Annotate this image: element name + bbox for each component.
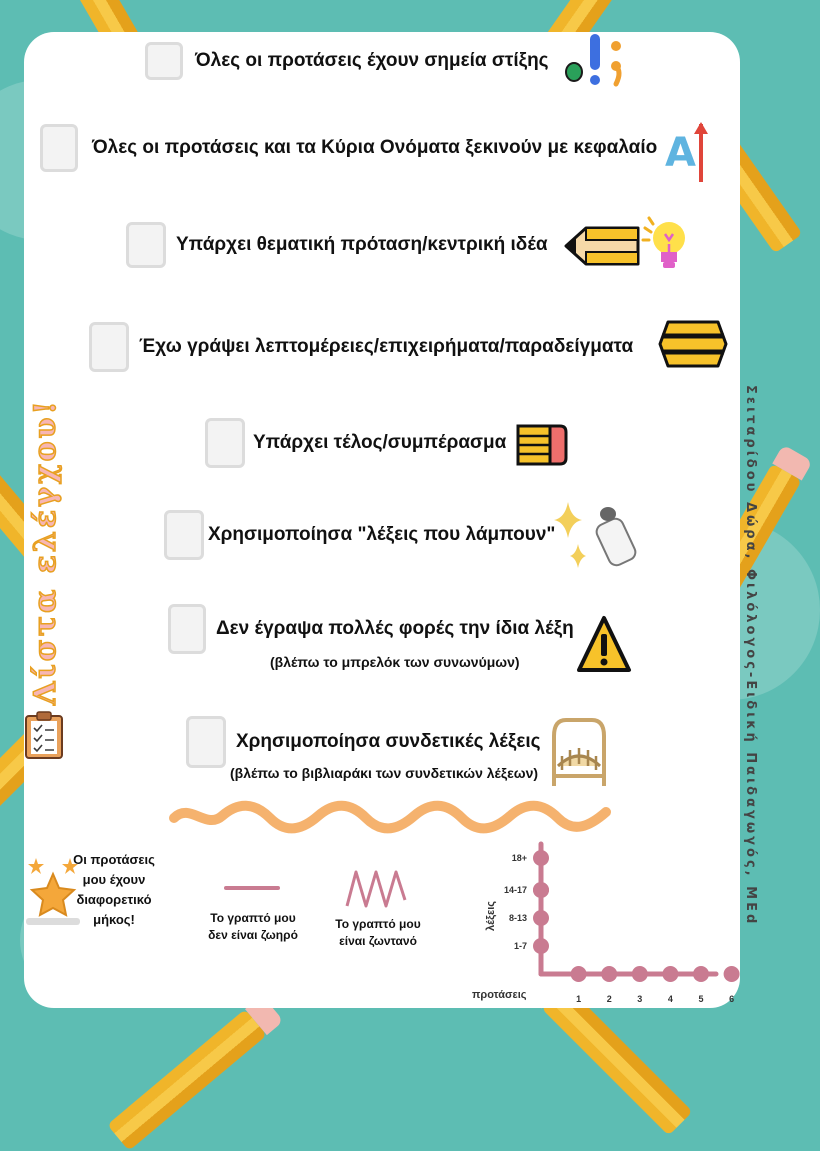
author-credit: Σειταρίδου Δώρα, Φιλόλογος-Ειδική Παιδαγωγός, MEd bbox=[743, 385, 758, 927]
item-label: Χρησιμοποίησα συνδετικές λέξεις bbox=[236, 731, 541, 752]
warning-icon bbox=[576, 614, 632, 676]
data-point bbox=[571, 966, 587, 982]
y-axis-title: λέξεις bbox=[485, 901, 497, 931]
checklist-item-details bbox=[89, 322, 633, 372]
lightbulb-icon bbox=[641, 214, 693, 278]
capital-letter-icon bbox=[663, 120, 711, 190]
item-label: Χρησιμοποίησα "λέξεις που λάμπουν" bbox=[208, 524, 556, 545]
y-axis-marker bbox=[533, 938, 549, 954]
checkbox[interactable] bbox=[164, 510, 204, 560]
checkbox[interactable] bbox=[168, 604, 206, 654]
bg-pencil bbox=[107, 1009, 267, 1151]
data-point bbox=[693, 966, 709, 982]
clipboard-icon bbox=[22, 710, 68, 762]
item-label: Υπάρχει θεματική πρόταση/κεντρική ιδέα bbox=[176, 234, 548, 255]
zigzag-line-icon bbox=[344, 866, 408, 912]
legend-lively: Το γραπτό μου είναι ζωντανό bbox=[335, 917, 421, 949]
x-tick-label: 3 bbox=[637, 994, 643, 1004]
capital-letter: A bbox=[665, 130, 696, 176]
item-label: Υπάρχει τέλος/συμπέρασμα bbox=[253, 432, 507, 453]
data-point bbox=[662, 966, 678, 982]
y-axis-marker bbox=[533, 882, 549, 898]
item-note: (βλέπω το βιβλιαράκι των συνδετικών λέξεων) bbox=[230, 765, 539, 781]
sparkles-salt-icon bbox=[554, 498, 640, 576]
checklist-item-topic-sentence bbox=[126, 222, 548, 268]
y-tick-label: 14-17 bbox=[503, 885, 527, 895]
eraser-icon bbox=[514, 420, 568, 470]
flat-line-icon bbox=[224, 880, 280, 894]
pencil-tip-icon bbox=[564, 222, 640, 270]
data-point bbox=[632, 966, 648, 982]
item-label: Όλες οι προτάσεις έχουν σημεία στίξης bbox=[195, 50, 549, 71]
x-axis-title: προτάσεις bbox=[472, 989, 527, 1001]
pencil-body-icon bbox=[658, 318, 728, 370]
x-tick-label: 4 bbox=[667, 994, 673, 1004]
x-tick-label: 1 bbox=[576, 994, 582, 1004]
checkbox[interactable] bbox=[205, 418, 245, 468]
item-label: Όλες οι προτάσεις και τα Κύρια Ονόματα ξεκινούν με κεφαλαίο bbox=[92, 137, 658, 158]
checkbox[interactable] bbox=[145, 42, 183, 80]
y-tick-label: 8-13 bbox=[508, 913, 527, 923]
y-tick-label: 18+ bbox=[511, 853, 527, 863]
checklist-item-repetition bbox=[168, 604, 574, 654]
legend-not-lively: Το γραπτό μου δεν είναι ζωηρό bbox=[208, 911, 298, 943]
legend-varied-length: Οι προτάσεις μου έχουν διαφορετικό μήκος! bbox=[73, 852, 155, 928]
bridge-icon bbox=[548, 716, 610, 788]
punctuation-icon bbox=[562, 30, 626, 90]
item-label: Δεν έγραψα πολλές φορές την ίδια λέξη bbox=[216, 618, 574, 639]
sentence-length-chart bbox=[466, 828, 735, 1008]
checkbox[interactable] bbox=[186, 716, 226, 768]
data-point bbox=[601, 966, 617, 982]
x-tick-label: 5 bbox=[698, 994, 704, 1004]
checkbox[interactable] bbox=[40, 124, 78, 172]
checklist-item-connectives bbox=[186, 716, 541, 768]
checklist-item-capitals bbox=[40, 124, 657, 172]
checklist-item-punctuation bbox=[145, 42, 549, 80]
checkbox[interactable] bbox=[126, 222, 166, 268]
x-tick-label: 6 bbox=[729, 994, 735, 1004]
data-point bbox=[724, 966, 740, 982]
checkbox[interactable] bbox=[89, 322, 129, 372]
checklist-item-conclusion bbox=[205, 418, 506, 468]
y-tick-label: 1-7 bbox=[513, 941, 527, 951]
y-axis-marker bbox=[533, 910, 549, 926]
item-label: Έχω γράψει λεπτομέρειες/επιχειρήματα/παραδείγματα bbox=[139, 336, 634, 357]
item-note: (βλέπω το μπρελόκ των συνωνύμων) bbox=[270, 654, 520, 670]
checklist-item-shining-words bbox=[164, 510, 555, 560]
side-title: Λίστα ελέγχου! bbox=[28, 398, 63, 705]
x-tick-label: 2 bbox=[606, 994, 612, 1004]
y-axis-marker bbox=[533, 850, 549, 866]
